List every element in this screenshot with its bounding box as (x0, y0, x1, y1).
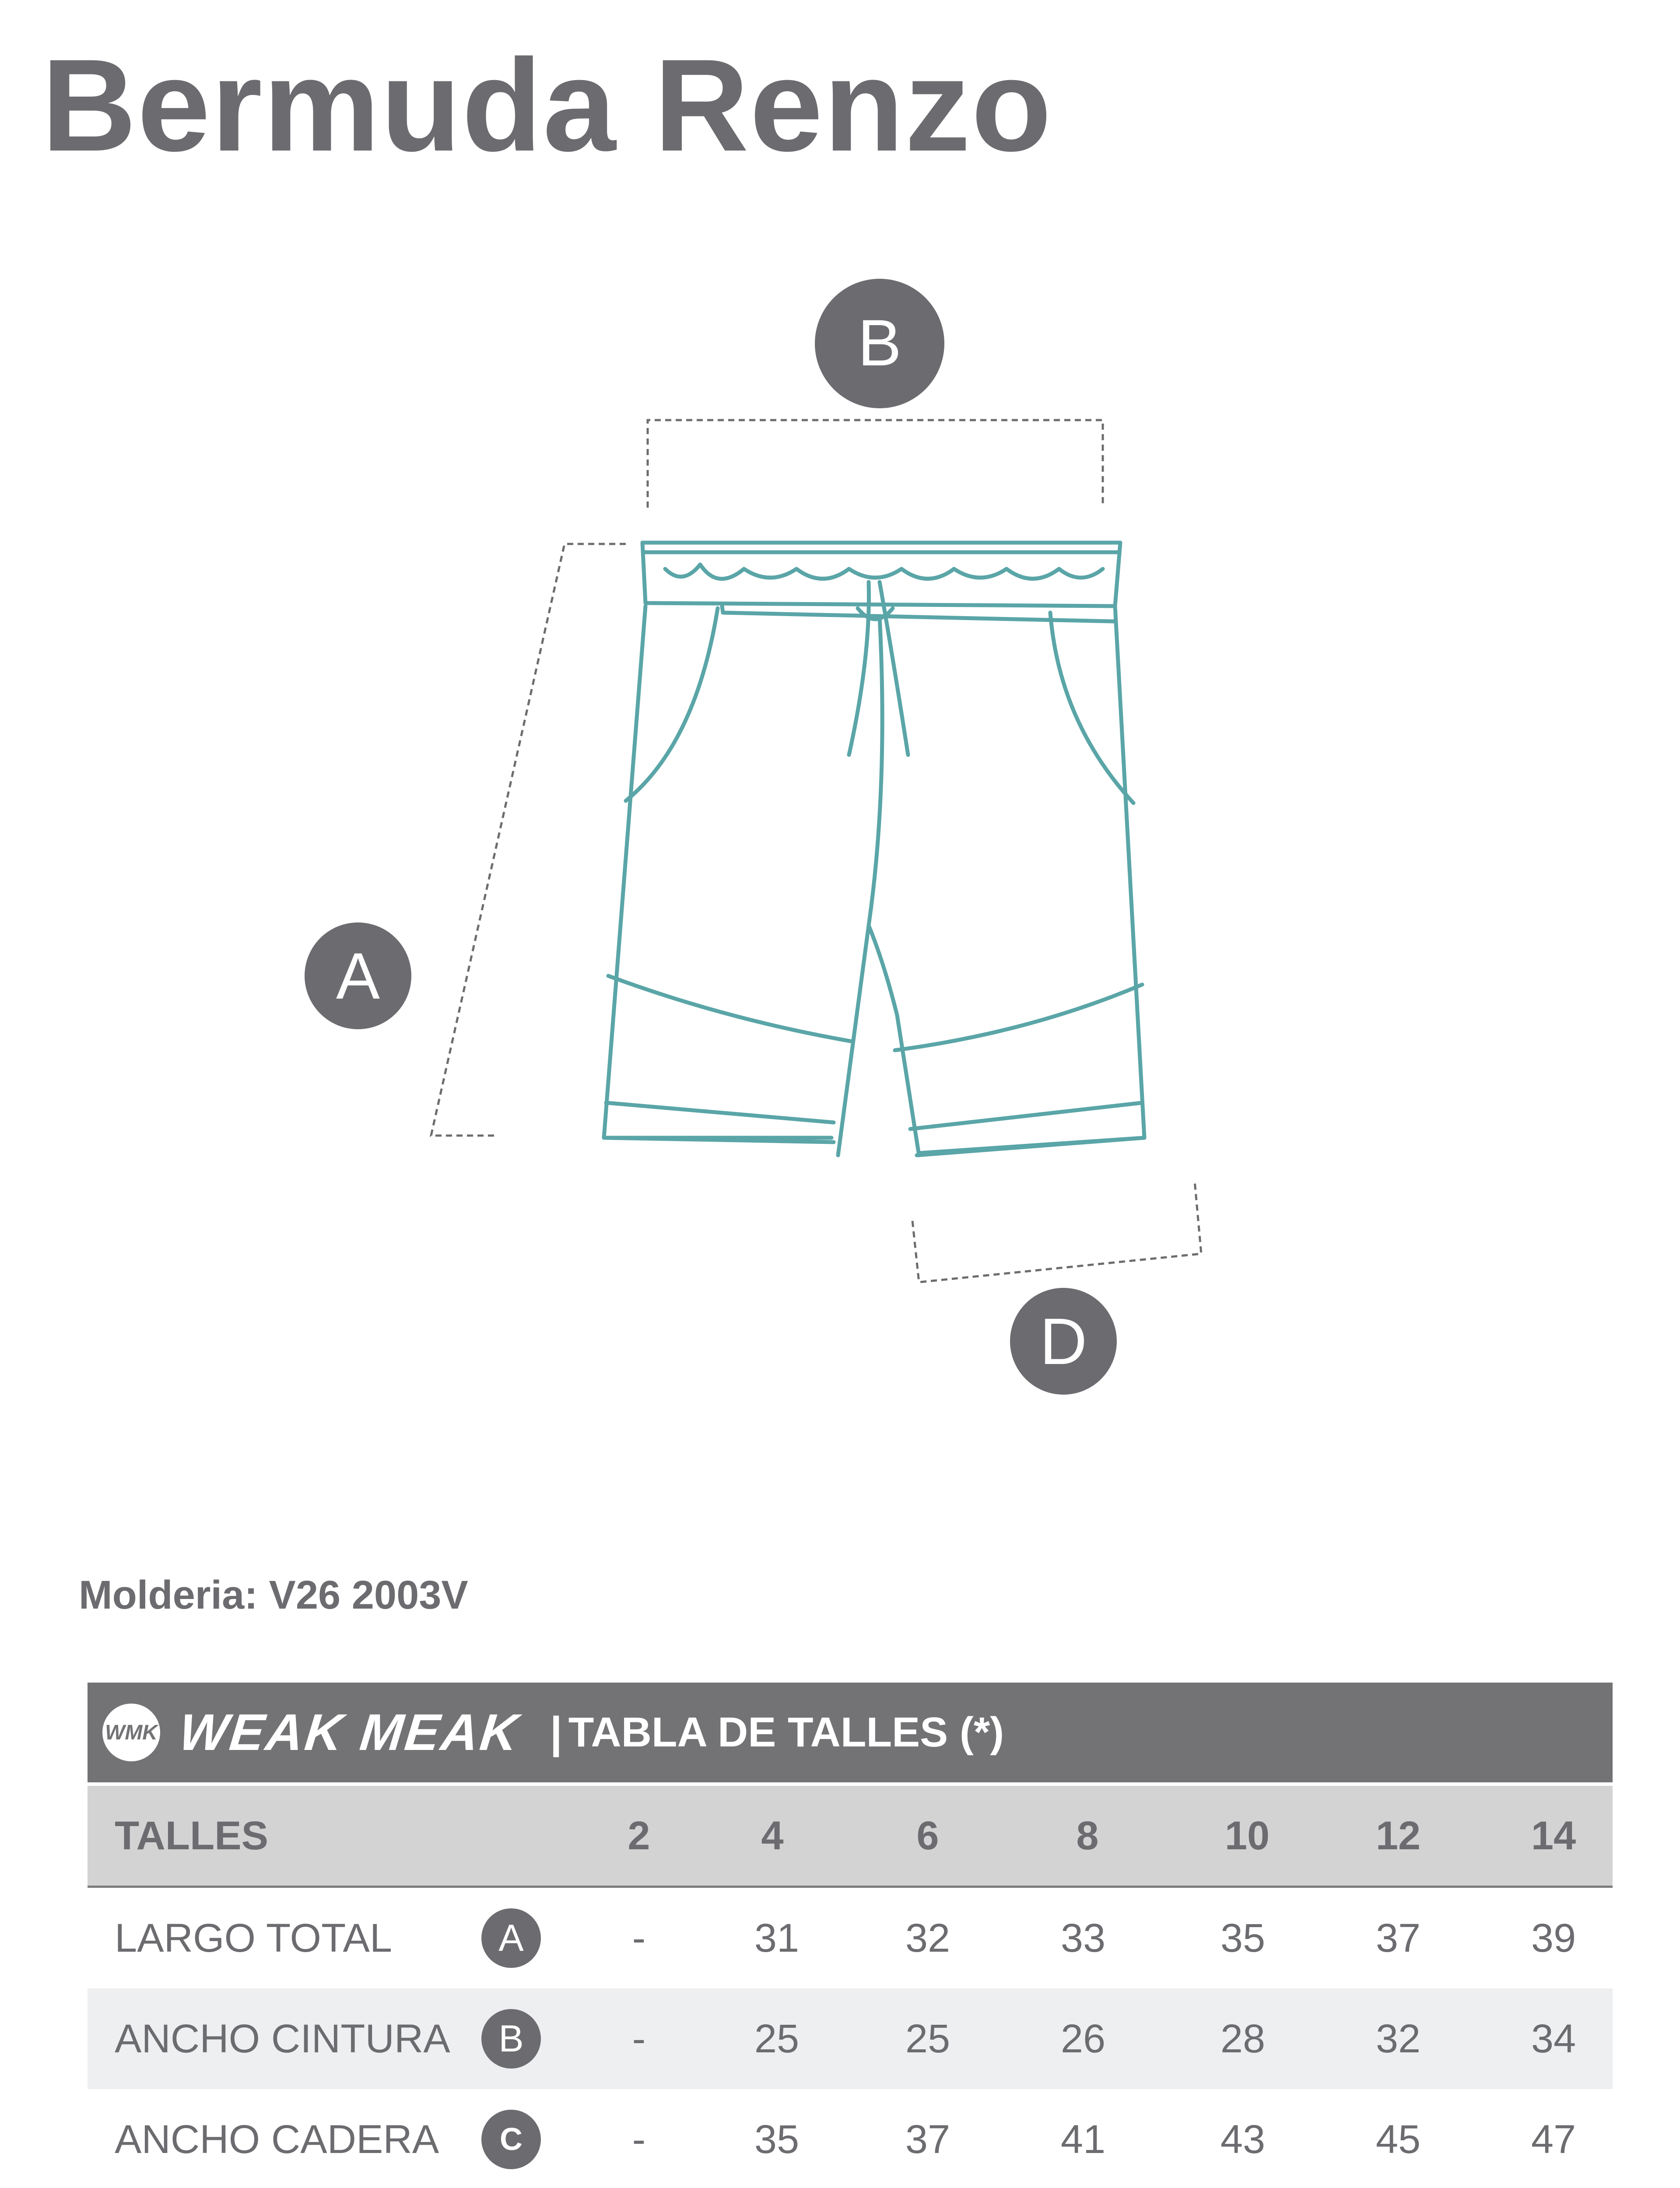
garment-measurement-diagram (0, 263, 1680, 1444)
size-header: 2 (628, 1813, 650, 1858)
table-row (88, 1888, 1613, 1988)
row-marker-badge: C (481, 2110, 541, 2169)
table-row (88, 2089, 1613, 2188)
pattern-code: Molderia: V26 2003V (79, 1573, 468, 1617)
size-header: 12 (1375, 1813, 1421, 1858)
size-header: 14 (1531, 1813, 1576, 1858)
size-value: 32 (1375, 2016, 1421, 2061)
svg-text:WMK: WMK (105, 1721, 158, 1744)
size-header: 4 (761, 1813, 784, 1858)
size-value: 25 (905, 2016, 950, 2061)
size-header: 10 (1224, 1813, 1270, 1858)
brand-name: WEAK MEAK (176, 1704, 523, 1761)
size-value: 31 (754, 1915, 800, 1960)
size-value: 25 (754, 2016, 800, 2061)
sizes-header-label: TALLES (115, 1813, 268, 1858)
row-marker-badge: B (481, 2009, 541, 2069)
size-header-row (88, 1782, 1613, 1888)
size-value: 35 (754, 2117, 800, 2162)
marker-a (305, 922, 411, 1029)
marker-d-label: D (1039, 1304, 1087, 1378)
size-value: 32 (905, 1915, 950, 1960)
size-value: 47 (1531, 2117, 1576, 2162)
size-header: 6 (916, 1813, 939, 1858)
size-value: 45 (1375, 2117, 1421, 2162)
row-label: LARGO TOTAL (115, 1915, 392, 1960)
title-separator: | (550, 1708, 562, 1757)
guide-d (912, 1182, 1201, 1282)
size-header: 8 (1076, 1813, 1099, 1858)
shorts-outline (604, 543, 1144, 1155)
size-chart-table (88, 1683, 1613, 2188)
size-value: 41 (1060, 2117, 1106, 2162)
size-value: - (632, 1915, 646, 1960)
size-value: 26 (1060, 2016, 1106, 2061)
measurement-guides (431, 420, 1201, 1282)
guide-a (431, 544, 626, 1136)
marker-d (1010, 1288, 1117, 1395)
size-value: 39 (1531, 1915, 1576, 1960)
size-value: 28 (1220, 2016, 1266, 2061)
row-label: ANCHO CINTURA (115, 2016, 450, 2061)
size-value: 43 (1220, 2117, 1266, 2162)
size-value: 37 (1375, 1915, 1421, 1960)
row-label: ANCHO CADERA (115, 2117, 439, 2162)
brand-logo-icon (101, 1702, 162, 1763)
size-value: 34 (1531, 2016, 1576, 2061)
size-value: 35 (1220, 1915, 1266, 1960)
table-row (88, 1988, 1613, 2089)
size-value: - (632, 2117, 646, 2162)
size-value: 37 (905, 2117, 950, 2162)
marker-b-label: B (857, 306, 902, 379)
marker-a-label: A (336, 939, 380, 1013)
size-value: - (632, 2016, 646, 2061)
guide-b (648, 420, 1103, 508)
size-chart-title: TABLA DE TALLES (*) (568, 1709, 1004, 1756)
product-title: Bermuda Renzo (42, 32, 1052, 179)
row-marker-badge: A (481, 1908, 541, 1968)
size-chart-header-bar (88, 1683, 1613, 1782)
marker-b (815, 279, 944, 408)
size-value: 33 (1060, 1915, 1106, 1960)
